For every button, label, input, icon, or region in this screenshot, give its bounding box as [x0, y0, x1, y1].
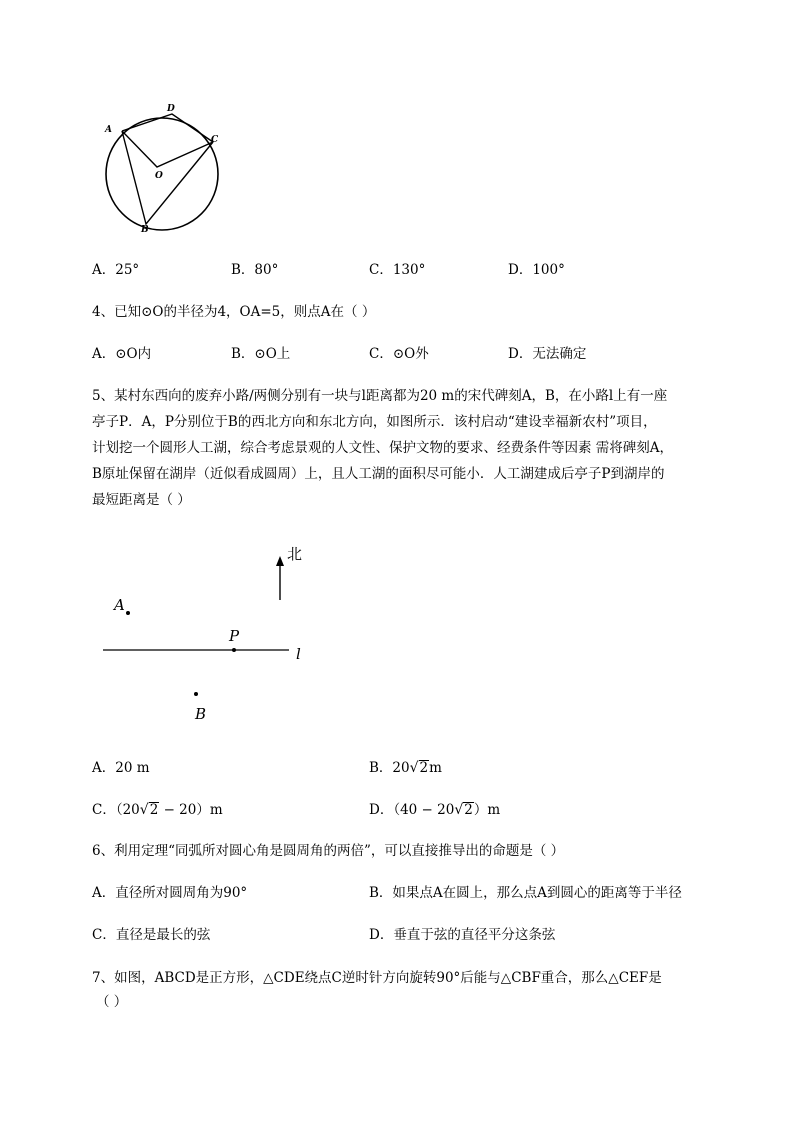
q7-stem-line-2: （ ） — [96, 994, 128, 1010]
label-c: C — [211, 135, 219, 145]
q6-stem: 6、利用定理“同弧所对圆心角是圆周角的两倍”，可以直接推导出的命题是（ ） — [92, 843, 565, 859]
point-p — [232, 648, 236, 652]
q7-stem-line-1: 7、如图，ABCD是正方形，△CDE绕点C逆时针方向旋转90°后能与△CBF重合，那么△CEF是 — [92, 970, 662, 986]
circle-figure — [96, 98, 232, 238]
sqrt-icon: √ — [409, 760, 419, 776]
q5-option-c-suffix: − 20）m — [159, 802, 223, 818]
point-a — [126, 611, 130, 615]
q5-option-d[interactable] — [369, 800, 500, 820]
q3-option-b[interactable]: B．80° — [231, 262, 279, 278]
q5-option-b-suffix: m — [429, 760, 442, 776]
q4-option-a[interactable]: A．⊙O内 — [92, 346, 152, 362]
radii-a-o-c — [122, 131, 213, 167]
label-a: A — [114, 596, 125, 614]
sqrt-icon: √ — [139, 802, 149, 818]
q3-option-a[interactable]: A．25° — [92, 262, 140, 278]
q5-option-c-prefix: C．（20 — [92, 802, 140, 818]
q5-line-3: 计划挖一个圆形人工湖，综合考虑景观的人文性、保护文物的要求、经费条件等因素 需将碑刻A， — [92, 440, 674, 456]
q5-line-2: 亭子P．A，P分别位于B的西北方向和东北方向，如图所示．该村启动“建设幸福新农村”项目， — [92, 414, 657, 430]
q5-option-d-radicand: 2 — [464, 802, 473, 818]
q6-option-b[interactable]: B．如果点A在圆上，那么点A到圆心的距离等于半径 — [369, 885, 682, 901]
q5-option-b[interactable] — [369, 758, 442, 778]
north-label: 北 — [287, 545, 303, 563]
q5-option-b-radicand: 2 — [419, 760, 429, 776]
point-b — [194, 692, 198, 696]
label-b: B — [141, 225, 149, 235]
q5-option-c-radicand: 2 — [149, 802, 159, 818]
label-p: P — [229, 627, 240, 645]
sqrt-icon: √ — [454, 802, 464, 818]
label-l: l — [296, 645, 301, 663]
q4-option-d[interactable]: D．无法确定 — [508, 346, 587, 362]
q4-stem: 4、已知⊙O的半径为4，OA=5，则点A在（ ） — [92, 304, 376, 320]
label-d: D — [167, 104, 175, 114]
north-arrowhead — [276, 556, 284, 566]
q5-line-5: 最短距离是（ ） — [92, 492, 191, 508]
label-o: O — [155, 171, 163, 181]
q3-option-d[interactable]: D．100° — [508, 262, 565, 278]
label-a: A — [105, 125, 112, 135]
q5-stem — [92, 383, 742, 513]
q6-option-d[interactable]: D．垂直于弦的直径平分这条弦 — [369, 927, 556, 943]
road-figure — [96, 538, 326, 728]
label-b: B — [195, 705, 207, 723]
q5-line-1: 5、某村东西向的废弃小路/两侧分别有一块与l距离都为20 m的宋代碑刻A，B，在小路l上有一座 — [92, 388, 668, 404]
q6-option-a[interactable]: A．直径所对圆周角为90° — [92, 885, 248, 901]
q5-option-c[interactable] — [92, 800, 223, 820]
q5-line-4: B原址保留在湖岸（近似看成圆周）上，且人工湖的面积尽可能小．人工湖建成后亭子P到湖岸的 — [92, 466, 665, 482]
q6-option-c[interactable]: C．直径是最长的弦 — [92, 927, 211, 943]
q5-option-d-prefix: D．（40 − 20 — [369, 802, 455, 818]
q5-option-d-suffix: ）m — [473, 802, 501, 818]
q5-option-b-prefix: B．20 — [369, 760, 410, 776]
q4-option-c[interactable]: C．⊙O外 — [369, 346, 429, 362]
q4-option-b[interactable]: B．⊙O上 — [231, 346, 291, 362]
q5-option-a[interactable]: A．20 m — [92, 760, 150, 776]
q3-option-c[interactable]: C．130° — [369, 262, 426, 278]
